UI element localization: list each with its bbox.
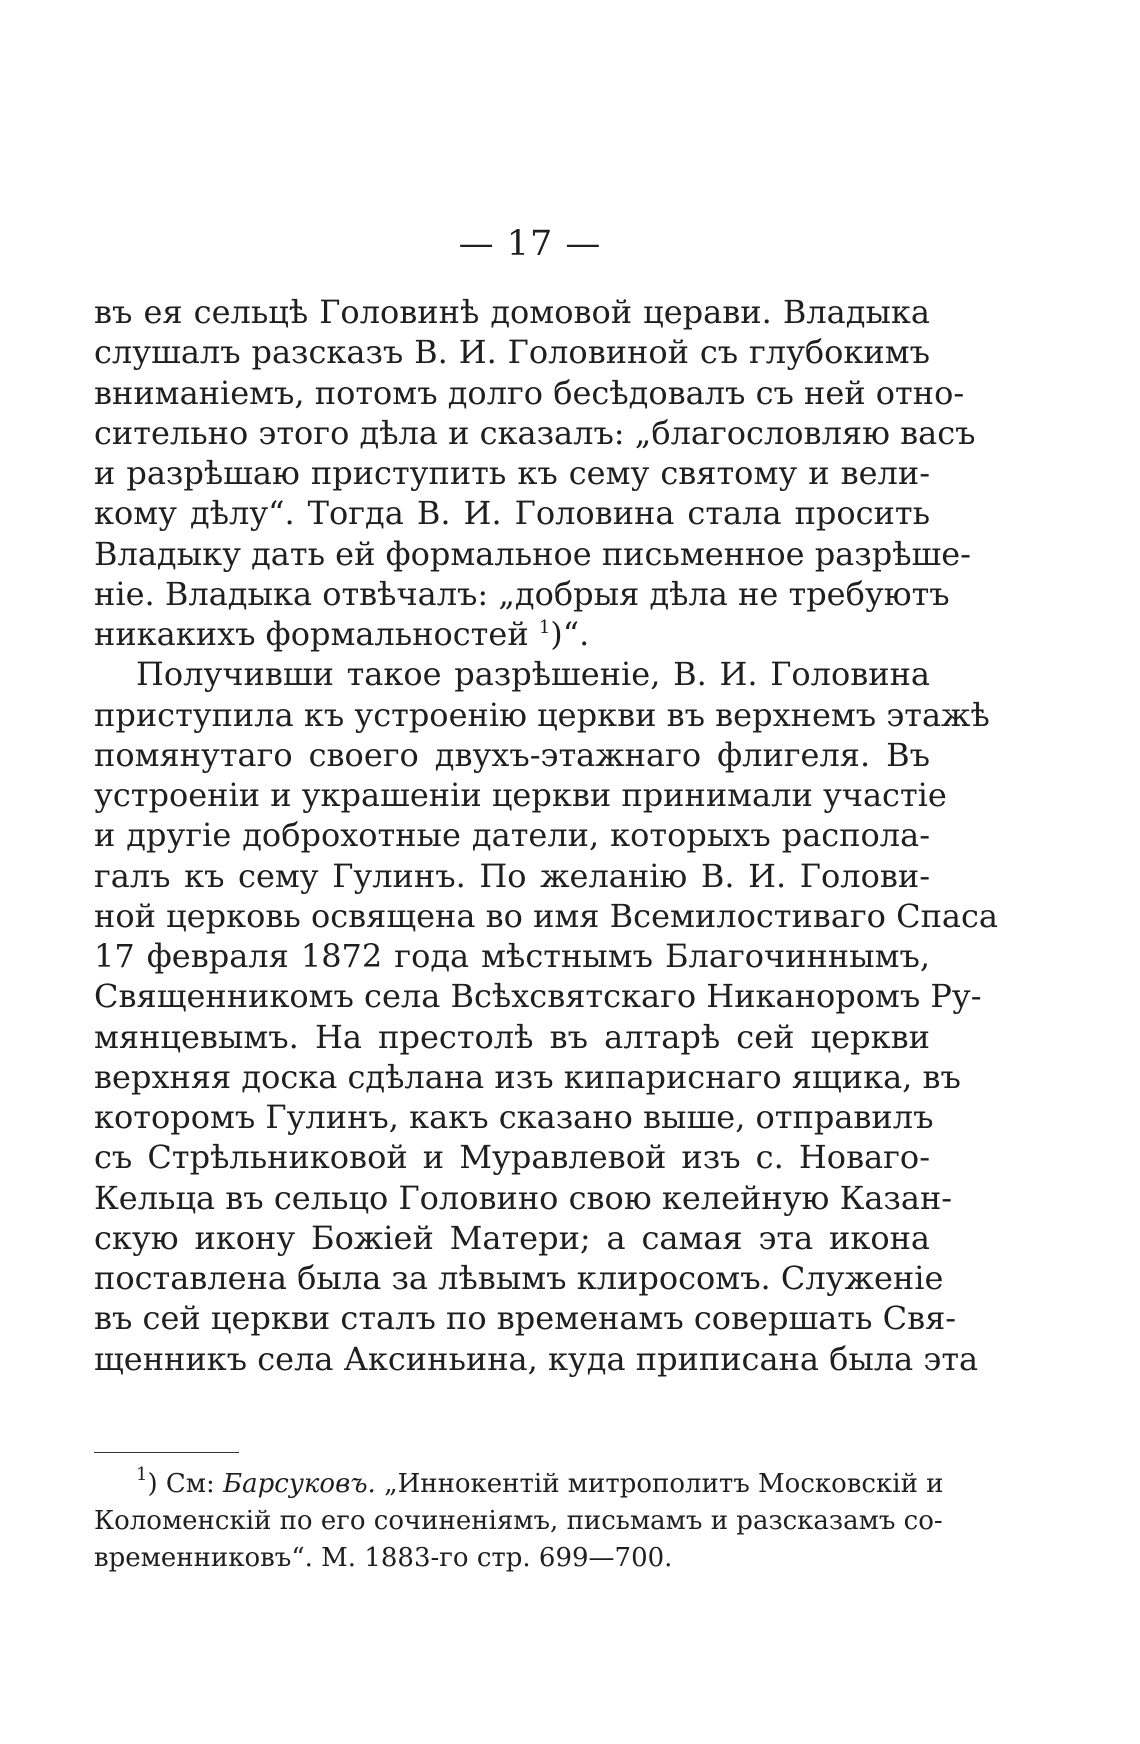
text-line: приступила къ устроенію церкви въ верхнемъ этажѣ [94, 695, 990, 734]
text-line: мянцевымъ. На престолѣ въ алтарѣ сей церкви [94, 1017, 930, 1056]
text-line: ной церковь освящена во имя Всемилостиваго Спаса [94, 896, 998, 935]
text-line: слушалъ разсказъ В. И. Головиной съ глубокимъ [94, 333, 930, 372]
text-line: верхняя доска сдѣлана изъ кипариснаго ящика, въ [94, 1057, 961, 1096]
footnote-number: 1 [136, 1464, 148, 1485]
text-line: сительно этого дѣла и сказалъ: „благословляю васъ [94, 413, 976, 452]
text-line: Владыку дать ей формальное письменное разрѣше- [94, 534, 971, 573]
text-line: съ Стрѣльниковой и Муравлевой изъ с. Новаго- [94, 1138, 930, 1177]
page-number: — 17 — [458, 224, 602, 264]
footnote-title: „Иннокентій митрополитъ Московскій и [375, 1469, 944, 1499]
text-line: кому дѣлу“. Тогда В. И. Головина стала просить [94, 494, 930, 533]
text-line: и разрѣшаю приступить къ сему святому и вели- [94, 454, 930, 492]
footnote-line: Коломенскій по его сочиненіямъ, письмамъ и разсказамъ со- [94, 1506, 943, 1536]
text-line-paragraph-start: Получивши такое разрѣшеніе, В. И. Головина [136, 655, 930, 694]
footnote-author: Барсуковъ. [223, 1469, 376, 1499]
footnote-lead: ) См: [147, 1469, 224, 1499]
text-line: которомъ Гулинъ, какъ сказано выше, отправилъ [94, 1098, 934, 1136]
text-line: въ сей церкви сталъ по временамъ совершать Свя- [94, 1299, 957, 1338]
text-line: вниманіемъ, потомъ долго бесѣдовалъ съ ней отно- [94, 373, 965, 412]
footnote-line [94, 1464, 944, 1503]
text-line: галъ къ сему Гулинъ. По желанію В. И. Голови- [94, 856, 930, 895]
text-line: 17 февраля 1872 года мѣстнымъ Благочиннымъ, [94, 937, 930, 975]
text-line: ніе. Владыка отвѣчалъ: „добрыя дѣла не требуютъ [94, 574, 950, 613]
text-fragment: никакихъ формальностей [94, 615, 539, 653]
text-fragment: )“. [550, 615, 590, 653]
text-line: Кельца въ сельцо Головино свою келейную Казан- [94, 1178, 953, 1217]
footnote [94, 1464, 944, 1577]
text-line: и другіе доброхотные датели, которыхъ распола- [94, 816, 930, 855]
text-line: въ ея сельцѣ Головинѣ домовой церави. Владыка [94, 293, 930, 331]
text-line: щенникъ села Аксиньина, куда приписана была эта [94, 1339, 979, 1378]
text-line: устроеніи и украшеніи церкви принимали участіе [94, 776, 947, 814]
text-line: поставлена была за лѣвымъ клиросомъ. Служеніе [94, 1259, 944, 1297]
text-line: Священникомъ села Всѣхсвятскаго Никаноромъ Ру- [94, 977, 982, 1016]
text-line-paragraph-end [94, 614, 930, 654]
text-line: скую икону Божіей Матери; а самая эта икона [94, 1218, 930, 1257]
text-line: помянутаго своего двухъ-этажнаго флигеля. Въ [94, 735, 930, 774]
footnote-reference: 1 [538, 617, 551, 638]
main-text [94, 292, 998, 1379]
footnote-line: временниковъ“. М. 1883-го стр. 699—700. [94, 1543, 673, 1573]
footnote-divider [94, 1452, 239, 1453]
